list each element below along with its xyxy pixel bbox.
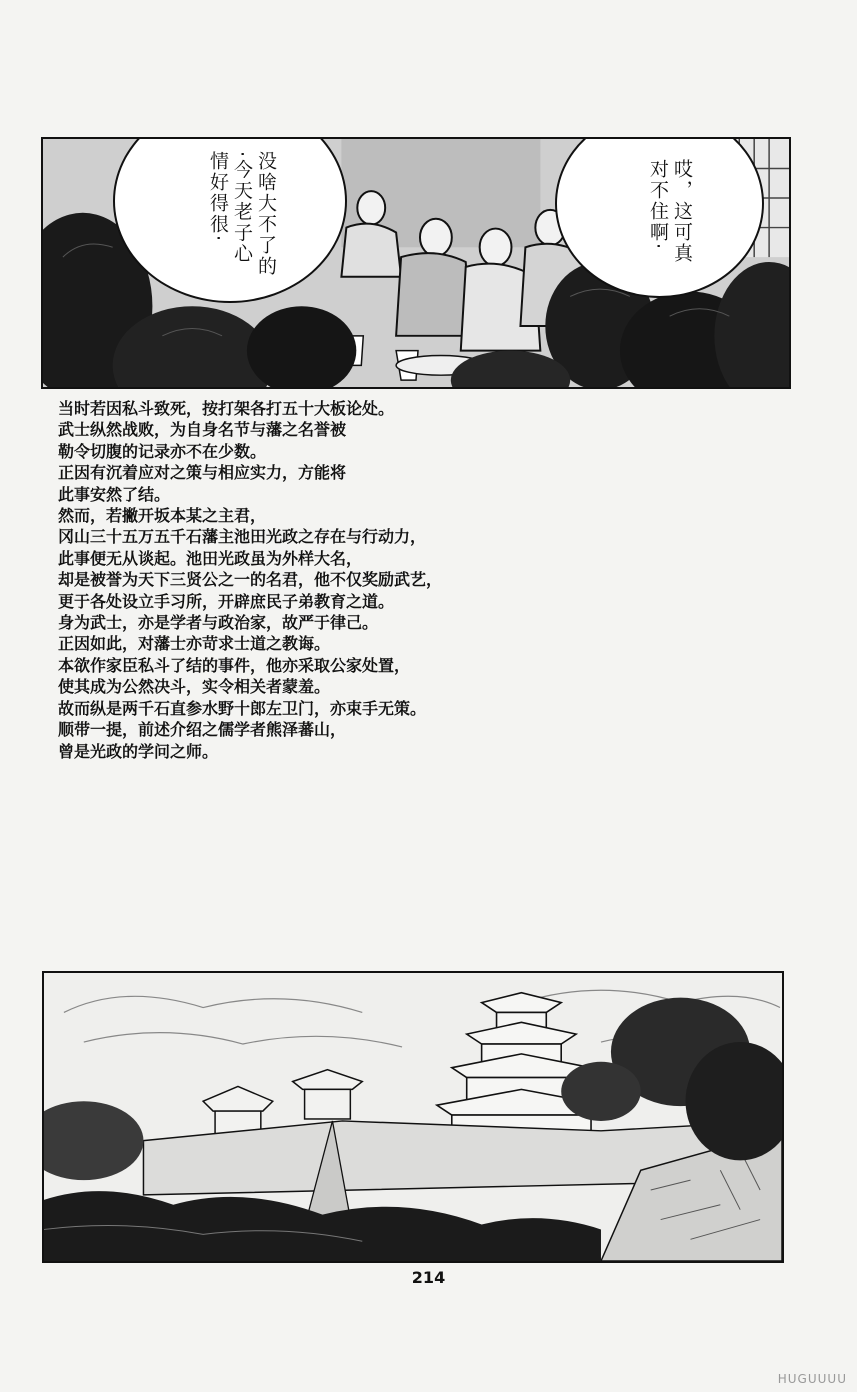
narration-line: 当时若因私斗致死，按打架各打五十大板论处。 — [58, 399, 395, 418]
narration-line: 故而纵是两千石直参水野十郎左卫门，亦束手无策。 — [58, 698, 427, 718]
narration-line: 更于各处设立手习所，开辟庶民子弟教育之道。 — [58, 591, 395, 611]
narration-line: 身为武士，亦是学者与政治家，故严于律己。 — [58, 613, 379, 633]
narration-line: 顺带一提，前述介绍之儒学者熊泽蕃山， — [58, 720, 347, 740]
narration-line: 冈山三十五万五千石藩主池田光政之存在与行动力， — [58, 527, 427, 547]
speech-right-col-2: 对不住啊· — [647, 159, 669, 252]
narration-line: 武士纵然战败，为自身名节与藩之名誉被 — [58, 420, 347, 440]
narration-line: 此事便无从谈起。池田光政虽为外样大名， — [58, 548, 363, 568]
narration-line: 使其成为公然决斗，实令相关者蒙羞。 — [58, 677, 331, 697]
narration-text-block — [58, 398, 618, 762]
bottom-panel-castle-illustration — [42, 971, 784, 1263]
narration-line: 正因如此，对藩士亦苛求士道之教诲。 — [58, 634, 331, 654]
page-number: 214 — [411, 1268, 446, 1287]
narration-line: 然而，若撇开坂本某之主君， — [58, 506, 267, 526]
top-panel-illustration — [41, 137, 791, 389]
narration-line: 正因有沉着应对之策与相应实力，方能将 — [58, 463, 347, 483]
speech-right-col-1: 哎，这可真 — [671, 159, 693, 264]
castle-drawing — [44, 973, 782, 1261]
narration-line: 此事安然了结。 — [58, 484, 171, 504]
narration-line: 勒令切腹的记录亦不在少数。 — [58, 441, 267, 461]
speech-left-col-1: 没啥大不了的 — [255, 151, 277, 277]
speech-left-col-3: 情好得很· — [207, 151, 229, 244]
speech-left-col-2: ·今天老子心 — [231, 151, 253, 265]
narration-line: 本欲作家臣私斗了结的事件，他亦采取公家处置， — [58, 655, 411, 675]
narration-line: 曾是光政的学问之师。 — [58, 741, 219, 761]
watermark-text: HUGUUUU — [777, 1372, 847, 1386]
narration-line: 却是被誉为天下三贤公之一的名君，他不仅奖励武艺， — [58, 570, 443, 590]
